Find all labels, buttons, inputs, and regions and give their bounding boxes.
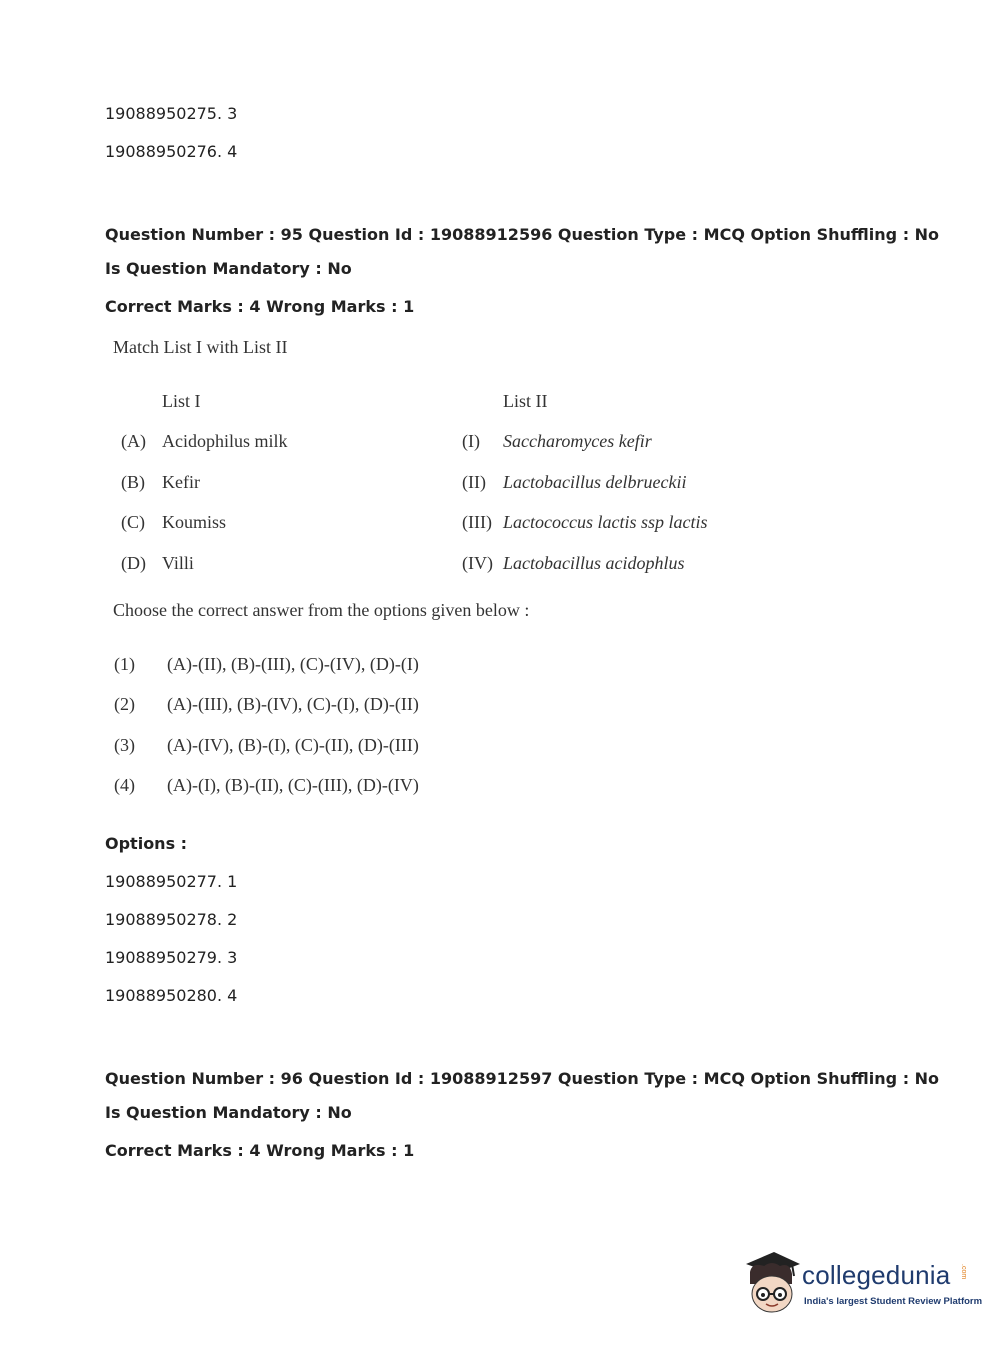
logo-suffix: .com	[960, 1264, 967, 1280]
choice-number: (4)	[114, 775, 135, 795]
list2-title: List II	[503, 391, 548, 411]
list1-key: (A)	[121, 431, 146, 451]
q96-mandatory: Is Question Mandatory : No	[105, 1103, 352, 1122]
choice-text: (A)-(I), (B)-(II), (C)-(III), (D)-(IV)	[167, 775, 419, 795]
choice-text: (A)-(IV), (B)-(I), (C)-(II), (D)-(III)	[167, 735, 419, 755]
q95-marks: Correct Marks : 4 Wrong Marks : 1	[105, 297, 415, 316]
list1-value: Kefir	[162, 472, 200, 492]
list2-key: (I)	[462, 431, 480, 451]
choice-number: (2)	[114, 694, 135, 714]
q96-header: Question Number : 96 Question Id : 19088912597 Question Type : MCQ Option Shuffling : No	[105, 1069, 940, 1088]
list1-title: List I	[162, 391, 201, 411]
list1-key: (B)	[121, 472, 145, 492]
option-id: 19088950280. 4	[105, 986, 238, 1005]
list2-value: Lactobacillus delbrueckii	[503, 472, 687, 492]
choice-number: (3)	[114, 735, 135, 755]
mascot-icon	[742, 1250, 804, 1320]
list2-value: Saccharomyces kefir	[503, 431, 652, 451]
q95-prompt: Match List I with List II	[113, 337, 288, 357]
list1-key: (C)	[121, 512, 145, 532]
option-id: 19088950278. 2	[105, 910, 238, 929]
option-id: 19088950279. 3	[105, 948, 238, 967]
choice-text: (A)-(III), (B)-(IV), (C)-(I), (D)-(II)	[167, 694, 419, 714]
collegedunia-logo	[742, 1250, 983, 1320]
prev-option-3: 19088950275. 3	[105, 104, 238, 123]
list1-value: Acidophilus milk	[162, 431, 288, 451]
list1-value: Villi	[162, 553, 194, 573]
q95-header: Question Number : 95 Question Id : 19088912596 Question Type : MCQ Option Shuffling : No	[105, 225, 940, 244]
list2-key: (II)	[462, 472, 486, 492]
option-id: 19088950277. 1	[105, 872, 238, 891]
q96-marks: Correct Marks : 4 Wrong Marks : 1	[105, 1141, 415, 1160]
logo-tagline: India's largest Student Review Platform	[804, 1296, 983, 1307]
list2-value: Lactobacillus acidophlus	[503, 553, 685, 573]
list2-value: Lactococcus lactis ssp lactis	[503, 512, 708, 532]
q95-mandatory: Is Question Mandatory : No	[105, 259, 352, 278]
options-label: Options :	[105, 834, 188, 853]
choice-number: (1)	[114, 654, 135, 674]
prev-option-4: 19088950276. 4	[105, 142, 238, 161]
list2-key: (III)	[462, 512, 492, 532]
choose-text: Choose the correct answer from the options given below :	[113, 600, 530, 620]
logo-wordmark: collegedunia	[802, 1260, 951, 1290]
choice-text: (A)-(II), (B)-(III), (C)-(IV), (D)-(I)	[167, 654, 419, 674]
list1-value: Koumiss	[162, 512, 227, 532]
list2-key: (IV)	[462, 553, 493, 573]
list1-key: (D)	[121, 553, 146, 573]
